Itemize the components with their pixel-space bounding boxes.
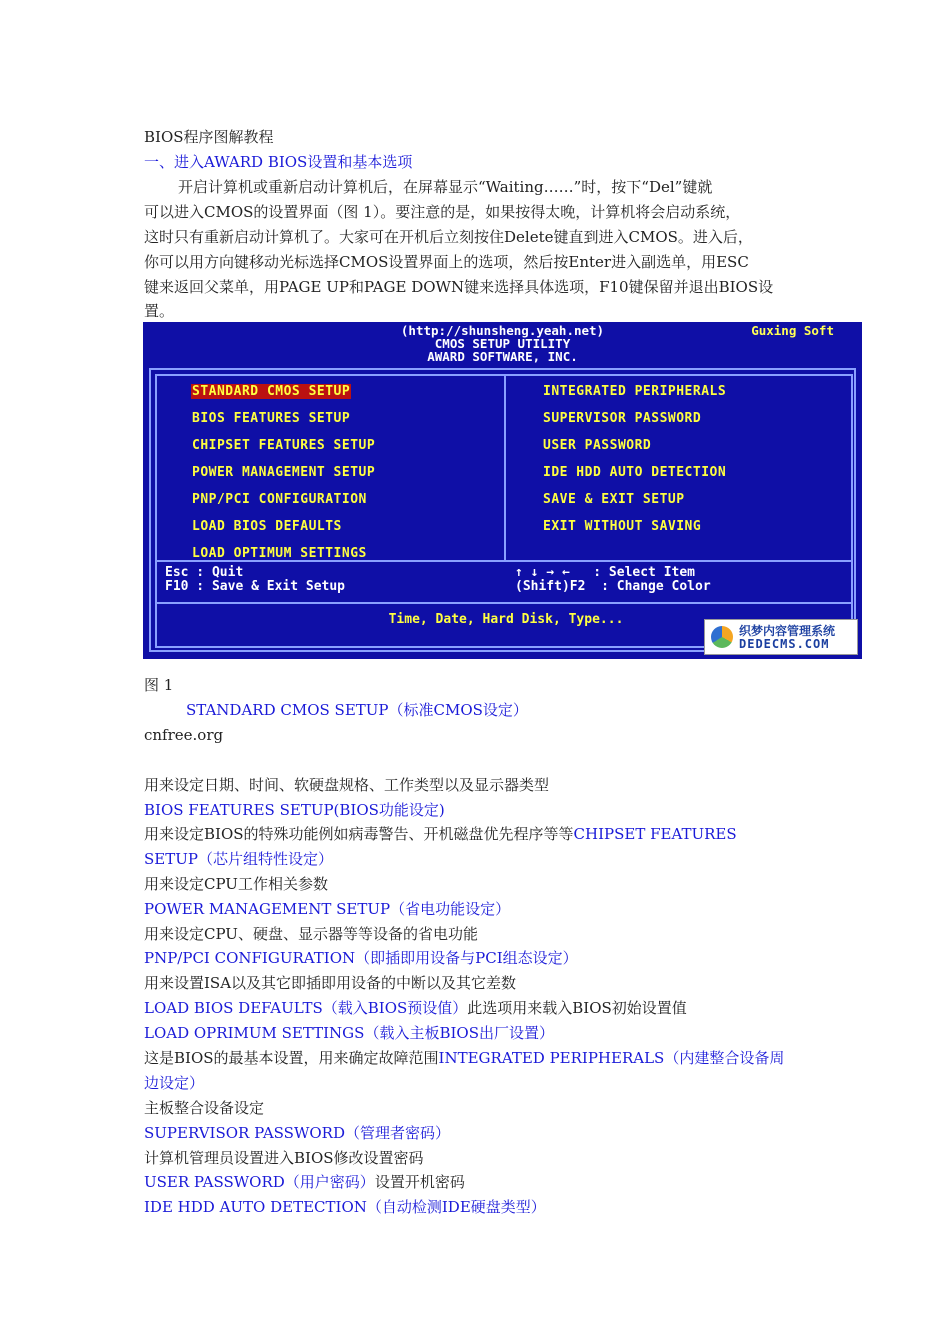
footer-hint: Time, Date, Hard Disk, Type... (388, 612, 624, 627)
menu-item-load-optimum[interactable]: LOAD OPTIMUM SETTINGS (192, 546, 367, 561)
desc-integrated-peripherals: 主板整合设备设定 (144, 1099, 265, 1117)
logo-text-cn: 织梦内容管理系统 (739, 624, 836, 638)
chipset-heading-part2: SETUP（芯片组特性设定） (144, 850, 333, 868)
standard-cmos-heading: STANDARD CMOS SETUP（标准CMOS设定） (186, 701, 528, 719)
source-text: cnfree.org (144, 726, 224, 744)
menu-item-exit-without-saving[interactable]: EXIT WITHOUT SAVING (543, 519, 702, 534)
bios-panel (149, 368, 856, 652)
desc-load-bios-defaults: 此选项用来载入BIOS初始设置值 (467, 999, 687, 1017)
menu-item-user-password[interactable]: USER PASSWORD (543, 438, 652, 453)
bios-vendor: AWARD SOFTWARE, INC. (427, 349, 578, 364)
desc-chipset: 用来设定CPU工作相关参数 (144, 875, 328, 893)
intro-line-5: 键来返回父菜单，用PAGE UP和PAGE DOWN键来选择具体选项，F10键保留并退出BIOS设 (144, 278, 774, 296)
dedecms-logo-icon (711, 626, 733, 648)
desc-bios-features-text: 用来设定BIOS的特殊功能例如病毒警告、开机磁盘优先程序等等 (144, 825, 574, 843)
menu-item-pnp-pci[interactable]: PNP/PCI CONFIGURATION (192, 492, 367, 507)
intro-line-1: 开启计算机或重新启动计算机后，在屏幕显示“Waiting……”时，按下“Del”键就 (178, 178, 713, 196)
status-f10-save: F10 : Save & Exit Setup (165, 579, 346, 594)
integrated-peripherals-heading-part1: INTEGRATED PERIPHERALS（内建整合设备周 (438, 1049, 785, 1067)
intro-line-6: 置。 (144, 302, 175, 320)
menu-item-ide-hdd-detection[interactable]: IDE HDD AUTO DETECTION (543, 465, 727, 480)
menu-item-load-bios-defaults[interactable]: LOAD BIOS DEFAULTS (192, 519, 342, 534)
dedecms-logo (704, 619, 858, 655)
desc-bios-features (144, 822, 737, 847)
bios-screenshot (143, 322, 862, 659)
bios-utility-title: CMOS SETUP UTILITY (434, 336, 571, 351)
chipset-heading-part1: CHIPSET FEATURES (573, 825, 737, 843)
load-optimum-heading: LOAD OPRIMUM SETTINGS（载入主板BIOS出厂设置） (144, 1024, 554, 1042)
desc-power-management: 用来设定CPU、硬盘、显示器等等设备的省电功能 (144, 925, 478, 943)
bios-url: (http://shunsheng.yeah.net) (400, 323, 605, 338)
menu-item-chipset-features[interactable]: CHIPSET FEATURES SETUP (192, 438, 376, 453)
intro-line-2: 可以进入CMOS的设置界面（图 1）。要注意的是，如果按得太晚，计算机将会启动系统， (144, 203, 741, 221)
section-heading: 一、进入AWARD BIOS设置和基本选项 (144, 153, 413, 171)
doc-title: BIOS程序图解教程 (144, 128, 274, 146)
desc-standard-cmos: 用来设定日期、时间、软硬盘规格、工作类型以及显示器类型 (144, 776, 550, 794)
load-bios-defaults-line (144, 996, 687, 1021)
pnp-pci-heading: PNP/PCI CONFIGURATION（即插即用设备与PCI组态设定） (144, 949, 578, 967)
intro-line-4: 你可以用方向键移动光标选择CMOS设置界面上的选项，然后按Enter进入副选单，用ESC (144, 253, 749, 271)
bios-features-heading: BIOS FEATURES SETUP(BIOS功能设定) (144, 801, 445, 819)
desc-pnp-pci: 用来设置ISA以及其它即插即用设备的中断以及其它差数 (144, 974, 517, 992)
user-password-line (144, 1170, 465, 1195)
status-select-item: ↑ ↓ → ← : Select Item (515, 565, 696, 580)
menu-item-supervisor-password[interactable]: SUPERVISOR PASSWORD (543, 411, 702, 426)
menu-divider (504, 376, 506, 560)
desc-user-password: 设置开机密码 (374, 1173, 465, 1191)
menu-item-bios-features[interactable]: BIOS FEATURES SETUP (192, 411, 351, 426)
user-password-heading: USER PASSWORD（用户密码） (144, 1173, 375, 1191)
status-change-color: (Shift)F2 : Change Color (515, 579, 711, 594)
intro-line-3: 这时只有重新启动计算机了。大家可在开机后立刻按住Delete键直到进入CMOS。进入后， (144, 228, 753, 246)
desc-load-optimum-line (144, 1046, 784, 1071)
status-esc-quit: Esc : Quit (165, 565, 244, 580)
bios-author: Guxing Soft (751, 323, 834, 338)
bios-menu (155, 374, 853, 562)
load-bios-defaults-heading: LOAD BIOS DEFAULTS（载入BIOS预设值） (144, 999, 468, 1017)
ide-hdd-heading: IDE HDD AUTO DETECTION（自动检测IDE硬盘类型） (144, 1198, 546, 1216)
supervisor-password-heading: SUPERVISOR PASSWORD（管理者密码） (144, 1124, 450, 1142)
desc-supervisor-password: 计算机管理员设置进入BIOS修改设置密码 (144, 1149, 424, 1167)
menu-item-integrated-peripherals[interactable]: INTEGRATED PERIPHERALS (543, 384, 727, 399)
logo-text-en: DEDECMS.COM (739, 637, 830, 651)
figure-caption: 图 1 (144, 676, 174, 694)
integrated-peripherals-heading-part2: 边设定） (144, 1074, 205, 1092)
power-management-heading: POWER MANAGEMENT SETUP（省电功能设定） (144, 900, 511, 918)
menu-item-save-exit[interactable]: SAVE & EXIT SETUP (543, 492, 685, 507)
bios-status-bar (155, 562, 853, 604)
menu-item-standard-cmos[interactable]: STANDARD CMOS SETUP (192, 384, 351, 399)
bios-header (143, 322, 862, 368)
menu-item-power-management[interactable]: POWER MANAGEMENT SETUP (192, 465, 376, 480)
desc-load-optimum: 这是BIOS的最基本设置，用来确定故障范围 (144, 1049, 439, 1067)
